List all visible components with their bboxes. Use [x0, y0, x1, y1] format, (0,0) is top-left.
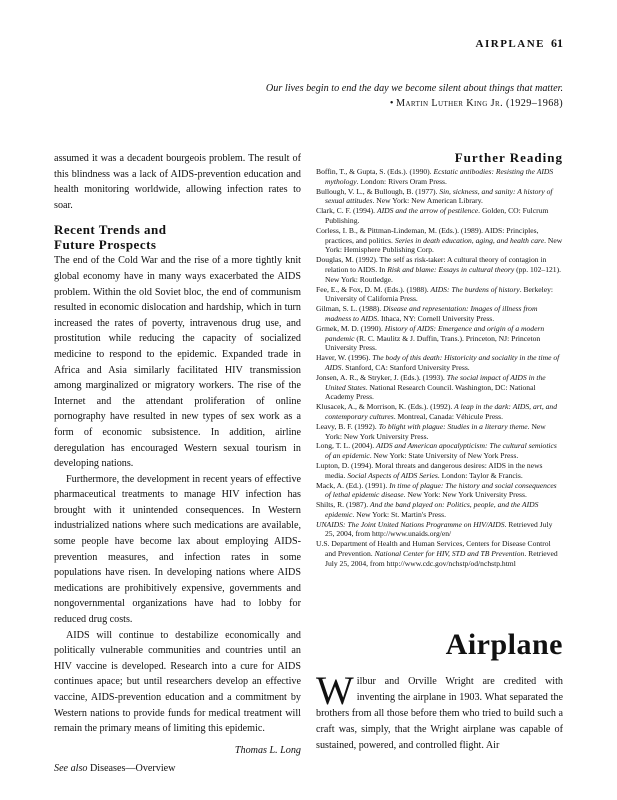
section-heading [54, 222, 301, 252]
paragraph-1: assumed it was a decadent bourgeois problem. The result of this blindness was a lack of AIDS-prevention education and health monitoring worldwide, allowing infection rates to soar. [54, 153, 301, 211]
reference-text: . New York: St. Martin's Press. [352, 509, 446, 519]
reference-title: Series in death education, aging, and health care [394, 235, 545, 245]
reference-text: Long, T. L. (2004). [316, 441, 377, 451]
reference-text: . New York: New American Library. [372, 196, 483, 206]
reference-text: Gilman, S. L. (1988). [316, 304, 384, 314]
reference-title: Disease and representation: Images of illness from madness to AIDS [325, 304, 538, 323]
reference-entry [316, 461, 563, 481]
reference-title: And the band played on: Politics, people, and the AIDS epidemic [325, 500, 539, 519]
entry-title: Airplane [445, 628, 563, 661]
reference-text: Lupton, D. (1994). Moral threats and dangerous desires: AIDS in the news media. [316, 460, 543, 480]
reference-text: Jonsen, A. R., & Stryker, J. (Eds.). (1993). [316, 372, 447, 382]
reference-text: . Golden, CO: Fulcrum Publishing. [325, 206, 549, 225]
reference-text: Shilts, R. (1987). [316, 500, 371, 510]
reference-entry [316, 422, 563, 442]
reference-title: Sin, sickness, and sanity: A history of sexual attitudes [325, 186, 553, 206]
reference-entry [316, 187, 563, 207]
reference-text: Boffin, T., & Gupta, S. (Eds.). (1990). [316, 167, 434, 176]
reference-title: History of AIDS: Emergence and origin of a modern pandemic [325, 323, 545, 343]
article-author: Thomas L. Long [234, 744, 301, 756]
reference-title: To blight with plague: Studies in a literary theme [378, 421, 528, 431]
reference-title: AIDS and American apocalypticism: The cultural semiotics of an epidemic [325, 441, 557, 461]
reference-text: Grmek, M. D. (1990). [316, 323, 385, 333]
reference-title: A leap in the dark: AIDS, art, and contemporary cultures [325, 402, 558, 421]
section-heading-line-2: Future Prospects [54, 237, 157, 253]
reference-title: The body of this death: Historicity and sociality in the time of AIDS [325, 353, 560, 372]
reference-text: Fee, E., & Fox, D. M. (Eds.). (1988). [316, 284, 431, 294]
reference-text: Haver, W. (1996). [316, 353, 373, 363]
reference-title: Ecstatic antibodies: Resisting the AIDS mythology [325, 167, 554, 186]
reference-text: Klusacek, A., & Morrison, K. (Eds.). (1992). [316, 402, 455, 412]
reference-text: . Retrieved July 25, 2004, from http://www.cdc.gov/nchstp/od/nchstp.html [325, 549, 558, 568]
reference-title: The social impact of AIDS in the United States [325, 372, 546, 392]
reference-text: Clark, C. F. (1994). [316, 206, 377, 216]
epigraph-attribution: Martin Luther King Jr. (1929–1968) [396, 98, 563, 109]
reference-title: AIDS: The burdens of history [430, 284, 520, 294]
left-column [54, 151, 301, 777]
reference-text: . New York: Hemisphere Publishing Corp. [325, 235, 563, 255]
reference-title: Social Aspects of AIDS Series [347, 470, 438, 480]
epigraph-quote: Our lives begin to end the day we become silent about things that matter. [265, 83, 563, 94]
see-also [54, 761, 301, 777]
reference-text: . London: Taylor & Francis. [437, 470, 523, 480]
reference-entry [316, 285, 563, 305]
section-heading-line-1: Recent Trends and [54, 222, 167, 238]
reference-title: Risk and blame: Essays in cultural theory [387, 264, 515, 274]
reference-entry [316, 481, 563, 501]
reference-entry [316, 353, 563, 373]
reference-text: Leavy, B. F. (1992). [316, 421, 379, 431]
reference-entry [316, 539, 563, 568]
reference-text: . Ithaca, NY: Cornell University Press. [377, 313, 495, 323]
reference-text: . Montreal, Canada: Véhicule Press. [393, 411, 503, 421]
reference-entry [316, 520, 563, 540]
reference-entry [316, 500, 563, 520]
entry-body [316, 668, 563, 754]
further-reading-heading: Further Reading [454, 150, 563, 165]
further-reading-section [316, 150, 563, 569]
reference-text: Mack, A. (Ed.). (1991). [316, 480, 390, 490]
epigraph [263, 81, 563, 111]
paragraph-2: The end of the Cold War and the rise of a more tightly knit global economy have in many ways exacerbated the AIDS problem. Within the old Soviet bloc, the end of communism resulted in economic dislocation and hardship, which in turn increased the rates of poverty, intravenous drug use, and prostitution while reducing the capacity of socialized medicine to respond to the epidemic. Expanded trade in Africa and Asia similarly facilitated HIV transmission among marginalized or migratory workers. The rise of the Internet and the attendant proliferation of online pornography have resulted in new types of sex work as a form of economic subsistence. In addition, airline deregulation has encouraged Western sexual tourism in developing nations. [54, 255, 301, 470]
reference-title: UNAIDS: The Joint United Nations Programme on HIV/AIDS [316, 519, 505, 529]
reference-entry [316, 324, 563, 353]
reference-text: . Retrieved July 25, 2004, from http://www.unaids.org/en/ [325, 519, 553, 539]
reference-text: . New York: New York University Press. [325, 421, 546, 441]
reference-text: . Stanford, CA: Stanford University Press. [341, 362, 470, 372]
reference-entry [316, 402, 563, 422]
page-number: 61 [551, 36, 563, 50]
reference-title: National Center for HIV, STD and TB Prevention [374, 549, 525, 559]
reference-text: Bullough, V. L., & Bullough, B. (1977). [316, 186, 440, 196]
paragraph-3: Furthermore, the development in recent years of effective pharmaceutical treatments to manage HIV infection has brought with it unintended consequences. In Western industrialized nations where such medications are available, some people have become lax about employing AIDS-prevention measures, and infection rates in some populations have risen. In developing nations where AIDS medications are prohibitively expensive, governments and nongovernmental organizations have had to lobby for reduced drug costs. [54, 473, 301, 626]
reference-text: . National Research Council. Washington, DC: National Academy Press. [325, 382, 536, 402]
reference-list [316, 167, 563, 569]
reference-entry [316, 206, 563, 226]
reference-entry [316, 441, 563, 461]
reference-entry [316, 167, 563, 187]
drop-cap: W [316, 668, 354, 713]
reference-text: Corless, I. B., & Pittman-Lindeman, M. (Eds.). (1989). AIDS: Principles, practices, and politics. [316, 225, 539, 245]
reference-text: . Berkeley: University of California Press. [325, 284, 554, 304]
reference-title: In time of plague: The history and social consequences of lethal epidemic disease [325, 480, 557, 500]
reference-text: . New York: State University of New York Press. [369, 451, 519, 461]
reference-text: . New York: New York University Press. [403, 490, 527, 500]
reference-text: Douglas, M. (1992). The self as risk-taker: A cultural theory of contagion in relation to AIDS. In [316, 255, 547, 274]
reference-entry [316, 373, 563, 402]
reference-title: AIDS and the arrow of pestilence [376, 206, 479, 216]
reference-entry [316, 255, 563, 284]
running-head [476, 36, 563, 51]
paragraph-4: AIDS will continue to destabilize economically and politically vulnerable communities and countries until an HIV vaccine is developed. Research into a cure for AIDS continues apace; but until researchers develop an effective vaccine, AIDS-prevention education and a commitment by Western nations to provide funds for medical treatment will remain the primary means of limiting this epidemic. [54, 629, 301, 735]
reference-text: (R. C. Maulitz & J. Duffin, Trans.). Princeton, NJ: Princeton University Press. [325, 333, 541, 353]
reference-text: . London: Rivers Oram Press. [356, 176, 447, 186]
reference-entry [316, 304, 563, 324]
reference-text: (pp. 102–121). New York: Routledge. [325, 264, 562, 284]
reference-text: U.S. Department of Health and Human Services, Centers for Disease Control and Prevention. [316, 539, 551, 559]
see-also-link[interactable]: Diseases—Overview [90, 763, 176, 775]
running-head-section: AIRPLANE [475, 38, 545, 50]
entry-body-text: ilbur and Orville Wright are credited with inventing the airplane in 1903. What separated the brothers from all those before them who tried to build such a craft was, simply, that the Wright airplane was capable of sustained, powered, and controlled flight. Air [316, 676, 563, 752]
reference-entry [316, 226, 563, 255]
epigraph-separator: • [389, 98, 394, 109]
see-also-label: See also [54, 763, 88, 775]
